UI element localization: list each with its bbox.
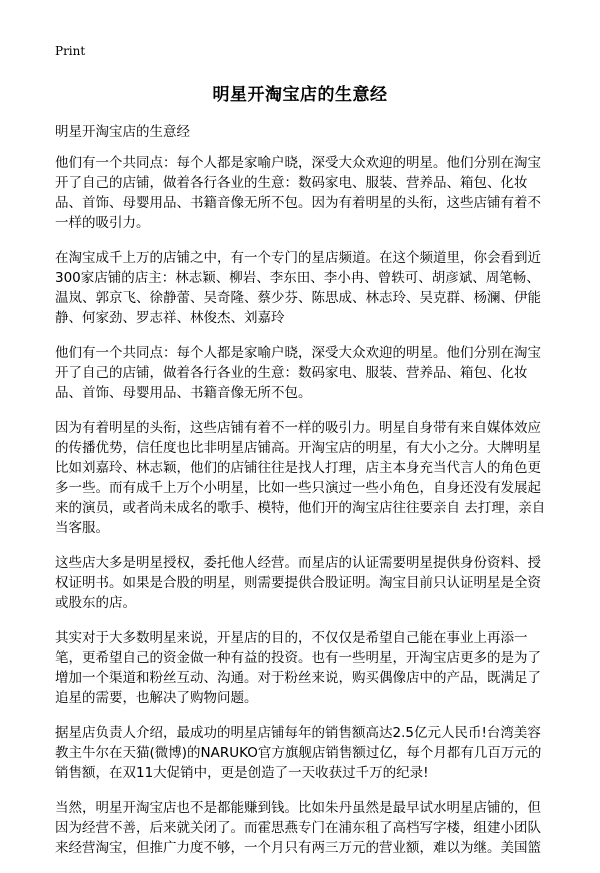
paragraph: 他们有一个共同点：每个人都是家喻户晓，深受大众欢迎的明星。他们分别在淘宝开了自己的店铺，做着各行各业的生意：数码家电、服装、营养品、箱包、化妆品、首饰、母婴用品、书籍音像无所不包。因为有着明星的头衔，这些店铺有着不一样的吸引力。 <box>55 155 541 231</box>
article-subtitle: 明星开淘宝店的生意经 <box>55 124 190 140</box>
print-link[interactable]: Print <box>55 44 86 58</box>
article-body <box>55 153 552 873</box>
paragraph: 据星店负责人介绍，最成功的明星店铺每年的销售额高达2.5亿元人民币!台湾美容教主牛尔在天猫(微博)的NARUKO官方旗舰店销售额过亿，每个月都有几百万元的销售额，在双11大促销中，更是创造了一天收获过千万的纪录! <box>55 725 542 781</box>
paragraph: 当然，明星开淘宝店也不是都能赚到钱。比如朱丹虽然是最早试水明星店铺的，但因为经营不善，后来就关闭了。而霍思燕专门在浦东租了高档写字楼，组建小团队来经营淘宝，但推广力度不够，一个月只有两三万元的营业额，难以为继。美国篮 <box>55 800 541 856</box>
article-title: 明星开淘宝店的生意经 <box>212 85 388 105</box>
paragraph: 在淘宝成千上万的店铺之中，有一个专门的星店频道。在这个频道里，你会看到近300家店铺的店主：林志颖、柳岩、李东田、李小冉、曾轶可、胡彦斌、周笔畅、温岚、郭京飞、徐静蕾、吴奇隆、蔡少芬、陈思成、林志玲、吴克群、杨澜、伊能静、何家劲、罗志祥、林俊杰、刘嘉玲 <box>55 250 541 326</box>
paragraph: 这些店大多是明星授权，委托他人经营。而星店的认证需要明星提供身份资料、授权证明书。如果是合股的明星，则需要提供合股证明。淘宝目前只认证明星是全资或股东的店。 <box>55 555 541 611</box>
paragraph: 因为有着明星的头衔，这些店铺有着不一样的吸引力。明星自身带有来自媒体效应的传播优势，信任度也比非明星店铺高。开淘宝店的明星，有大小之分。大牌明星比如刘嘉玲、林志颖，他们的店铺往往是找人打理，店主本身充当代言人的角色更多一些。而有成千上万个小明星，比如一些只演过一些小角色，自身还没有发展起来的演员，或者尚未成名的歌手、模特，他们开的淘宝店往往要亲自 去打理，亲自当客服。 <box>55 420 546 536</box>
paragraph: 其实对于大多数明星来说，开星店的目的，不仅仅是希望自己能在事业上再添一笔，更希望自己的资金做一种有益的投资。也有一些明星，开淘宝店更多的是为了增加一个渠道和粉丝互动、沟通。对于粉丝来说，购买偶像店中的产品，既满足了追星的需要，也解决了购物问题。 <box>55 630 541 706</box>
paragraph: 他们有一个共同点：每个人都是家喻户晓，深受大众欢迎的明星。他们分别在淘宝开了自己的店铺，做着各行各业的生意：数码家电、服装、营养品、箱包、化妆品、首饰、母婴用品、书籍音像无所不包。 <box>55 345 541 401</box>
